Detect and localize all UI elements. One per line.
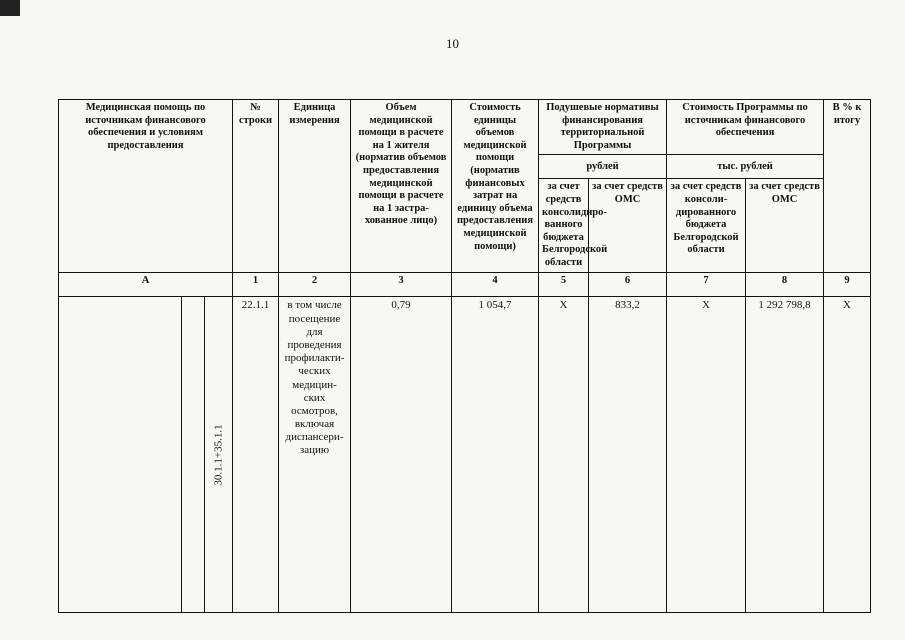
row-percent: Х — [824, 297, 871, 613]
colnum-8: 8 — [746, 273, 824, 297]
page-number: 10 — [446, 36, 459, 51]
row-program-budget: Х — [667, 297, 746, 613]
colnum-6: 6 — [589, 273, 667, 297]
row-per-capita-budget: Х — [539, 297, 589, 613]
header-line-number: № строки — [233, 100, 279, 273]
financing-table — [58, 99, 871, 613]
header-per-capita-oms: за счет средств ОМС — [589, 179, 667, 273]
colnum-a: А — [59, 273, 233, 297]
header-program-cost: Стоимость Программы по источникам финансового обеспечения — [667, 100, 824, 155]
header-per-capita-budget: за счет средств консолидиро-ванного бюджета Белгородской области — [539, 179, 589, 273]
header-program-budget: за счет средств консоли-дированного бюджета Белгородской области — [667, 179, 746, 273]
colnum-2: 2 — [279, 273, 351, 297]
header-program-unit: тыс. рублей — [667, 155, 824, 179]
row-line-number: 22.1.1 — [233, 297, 279, 613]
row-volume: 0,79 — [351, 297, 452, 613]
colnum-4: 4 — [452, 273, 539, 297]
header-unit-cost: Стоимость единицы объемов медицинской помощи (норматив финансовых затрат на единицу объема предоставления медицинской помощи) — [452, 100, 539, 273]
colnum-1: 1 — [233, 273, 279, 297]
header-per-capita: Подушевые нормативы финансирования территориальной Программы — [539, 100, 667, 155]
header-unit: Единица измерения — [279, 100, 351, 273]
header-per-capita-unit: рублей — [539, 155, 667, 179]
header-care-type: Медицинская помощь по источникам финансового обеспечения и условиям предоставления — [59, 100, 233, 273]
row-unit: в том числе посещение для проведения профилакти-ческих медицин-ских осмотров, включая диспансери-зацию — [279, 297, 351, 613]
header-program-oms: за счет средств ОМС — [746, 179, 824, 273]
header-volume: Объем медицинской помощи в расчете на 1 жителя (норматив объемов предоставления медицинской помощи в расчете на 1 застра-хованное лицо) — [351, 100, 452, 273]
scan-corner-mark — [0, 0, 20, 16]
row-unit-cost: 1 054,7 — [452, 297, 539, 613]
row-per-capita-oms: 833,2 — [589, 297, 667, 613]
colnum-3: 3 — [351, 273, 452, 297]
row-program-oms: 1 292 798,8 — [746, 297, 824, 613]
row-rotated-cell — [205, 297, 233, 613]
colnum-5: 5 — [539, 273, 589, 297]
row-blank-cell — [59, 297, 182, 613]
row-rotated-label: 30.1.1+35.1.1 — [211, 424, 224, 486]
colnum-7: 7 — [667, 273, 746, 297]
row-blank-cell-narrow — [182, 297, 205, 613]
colnum-9: 9 — [824, 273, 871, 297]
header-percent: В % к итогу — [824, 100, 871, 273]
